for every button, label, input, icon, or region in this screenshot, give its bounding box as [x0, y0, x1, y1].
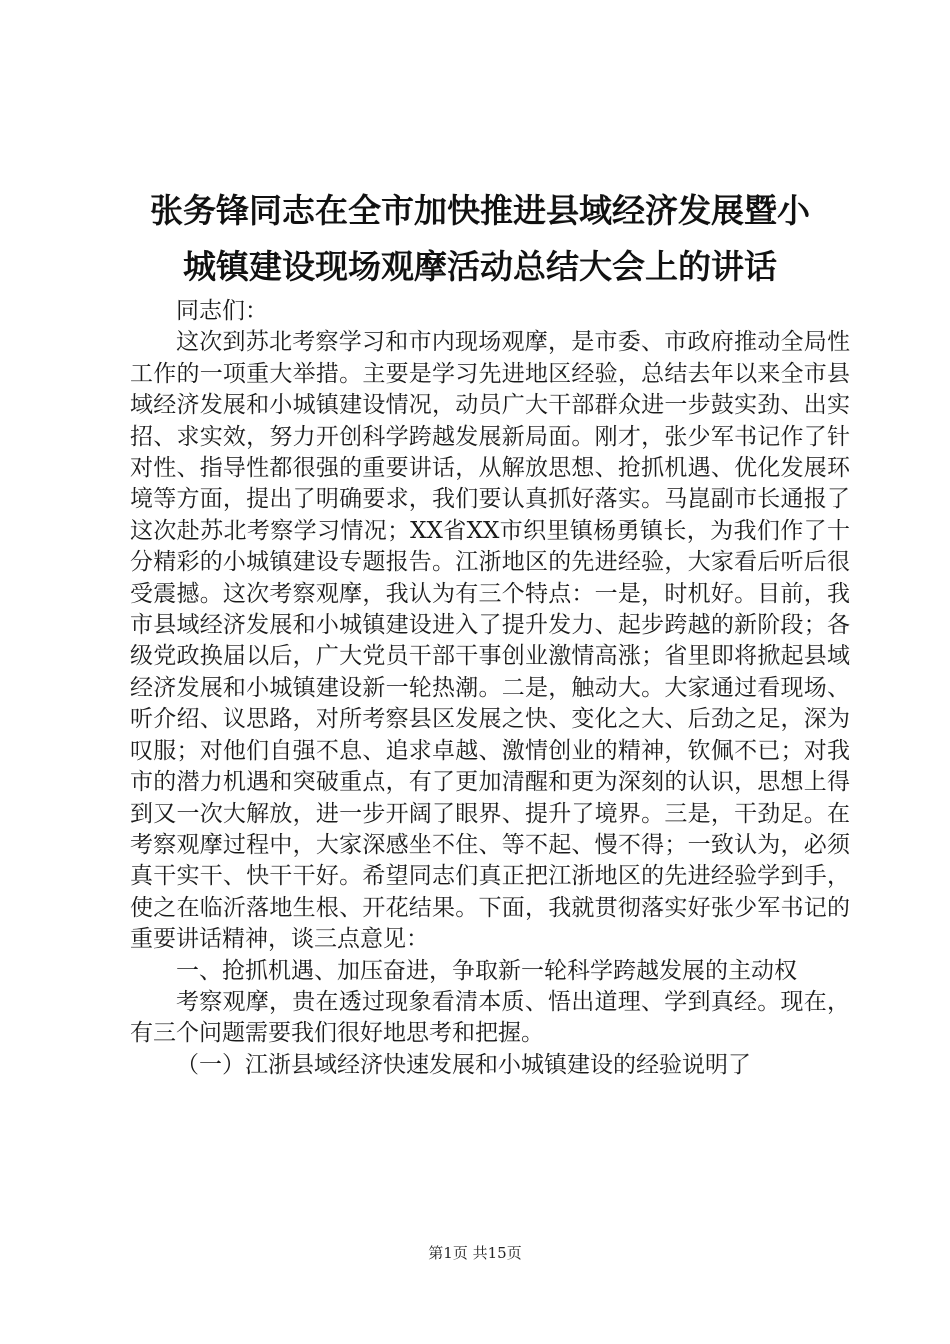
title-line-2: 城镇建设现场观摩活动总结大会上的讲话: [183, 247, 777, 286]
title-line-1: 张务锋同志在全市加快推进县域经济发展暨小: [150, 191, 810, 230]
document-body: [130, 296, 850, 1081]
document-title: [100, 183, 860, 295]
paragraph: 这次到苏北考察学习和市内现场观摩，是市委、市政府推动全局性工作的一项重大举措。主要是学习先进地区经验，总结去年以来全市县域经济发展和小城镇建设情况，动员广大干部群众进一步鼓实劲、出实招、求实效，努力开创科学跨越发展新局面。刚才，张少军书记作了针对性、指导性都很强的重要讲话，从解放思想、抢抓机遇、优化发展环境等方面，提出了明确要求，我们要认真抓好落实。马崑副市长通报了这次赴苏北考察学习情况；XX省XX市织里镇杨勇镇长，为我们作了十分精彩的小城镇建设专题报告。江浙地区的先进经验，大家看后听后很受震撼。这次考察观摩，我认为有三个特点：一是，时机好。目前，我市县域经济发展和小城镇建设进入了提升发力、起步跨越的新阶段；各级党政换届以后，广大党员干部干事创业激情高涨；省里即将掀起县域经济发展和小城镇建设新一轮热潮。二是，触动大。大家通过看现场、听介绍、议思路，对所考察县区发展之快、变化之大、后劲之足，深为叹服；对他们自强不息、追求卓越、激情创业的精神，钦佩不已；对我市的潜力机遇和突破重点，有了更加清醒和更为深刻的认识，思想上得到又一次大解放，进一步开阔了眼界、提升了境界。三是，干劲足。在考察观摩过程中，大家深感坐不住、等不起、慢不得；一致认为，必须真干实干、快干干好。希望同志们真正把江浙地区的先进经验学到手，使之在临沂落地生根、开花结果。下面，我就贯彻落实好张少军书记的重要讲话精神，谈三点意见：: [130, 329, 850, 953]
salutation: 同志们：: [176, 298, 268, 324]
page-number: 第1页 共15页: [428, 1244, 522, 1262]
subsection-heading: （一）江浙县域经济快速发展和小城镇建设的经验说明了: [176, 1051, 751, 1078]
paragraph: 考察观摩，贵在透过现象看清本质、悟出道理、学到真经。现在，有三个问题需要我们很好地思考和把握。: [130, 988, 850, 1047]
section-heading: 一、抢抓机遇、加压奋进，争取新一轮科学跨越发展的主动权: [176, 957, 797, 984]
